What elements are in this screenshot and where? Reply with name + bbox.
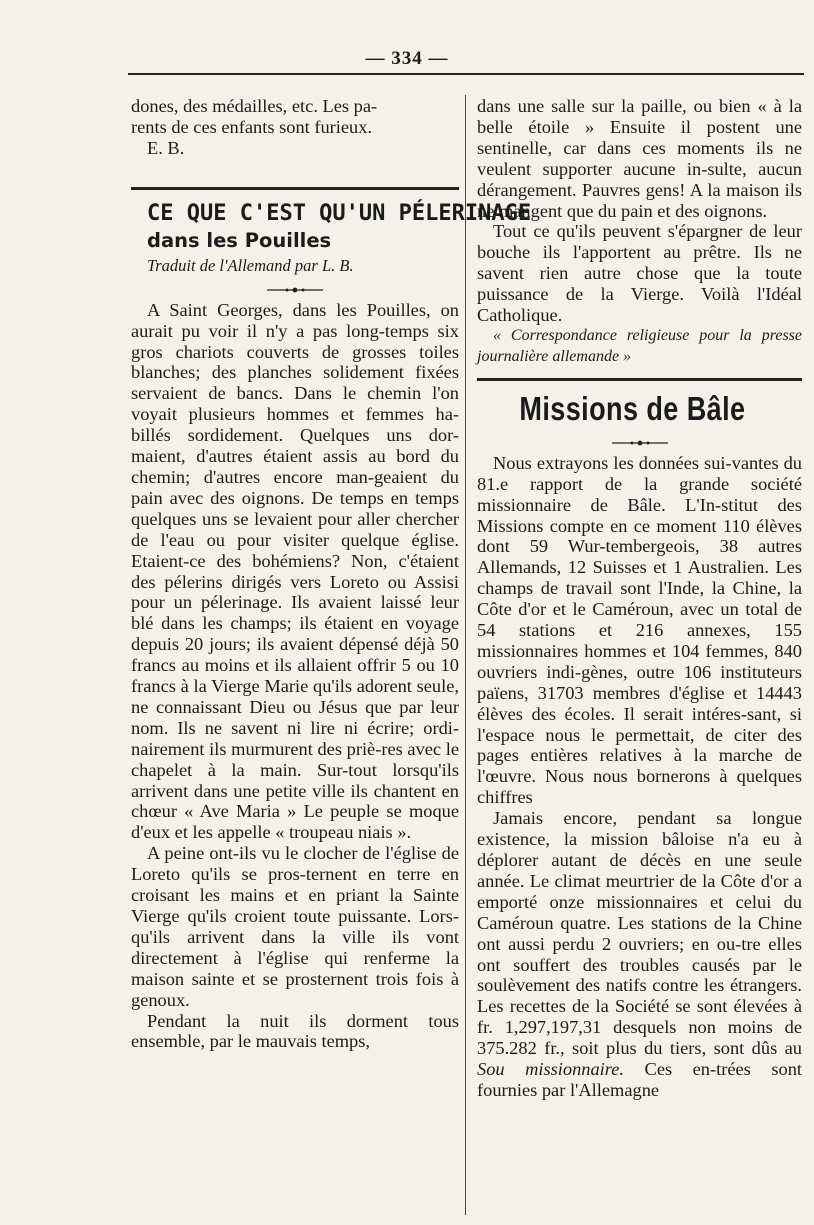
article-paragraph-4: Tout ce qu'ils peuvent s'épargner de leur bouche ils l'apportent au prêtre. Ils ne savent rien autre chose que la toute puissance de la Vierge. Voilà l'Idéal Catholique.: [477, 221, 802, 326]
article-paragraph-1: A Saint Georges, dans les Pouilles, on aurait pu voir il n'y a pas long-temps six gros chariots couverts de grosses toiles blanches; des planches solidement fixées servaient de bancs. Dans le chemin l'on voyait plusieurs hommes et femmes ha-billés sordidement. Quelques uns dor-maient, d'autres étaient assis au bord du chemin; d'autres encore man-geaient du pain avec des oignons. De temps en temps quelques uns se levaient pour aller chercher de l'eau ou pour visiter quelque église. Etaient-ce des bohémiens? Non, c'étaient des pélerins dirigés vers Loreto ou Assisi pour un pélerinage. Ils avaient laissé leur blé dans les champs; ils étaient en voyage depuis 20 jours; ils avaient dépensé déjà 50 francs au moins et ils allaient offrir 5 ou 10 francs à la Vierge Marie qu'ils adorent seule, ne connaissant Dieu ou Jésus que par leur nom. Ils ne savent ni lire ni écrire; ordi-nairement ils murmurent des priè-res avec le chapelet à la main. Sur-tout lorsqu'ils arrivent dans une petite ville ils chantent en chœur « Ave Maria » Le peuple se moque d'eux et les appelle « troupeau niais ».: [131, 299, 459, 843]
ornament-divider-2: [610, 439, 670, 447]
intro-line-1: dones, des médailles, etc. Les pa-: [131, 96, 378, 116]
article-paragraph-3: Pendant la nuit ils dorment tous ensemble, par le mauvais temps,: [131, 1010, 459, 1052]
column-divider: [465, 95, 466, 1215]
page-number: — 334 —: [365, 48, 449, 69]
missions-paragraph-1: Nous extrayons les données sui-vantes du 81.e rapport de la grande société missionnaire de Bâle. L'In-stitut des Missions compte en ce moment 110 élèves dont 59 Wur-tembergeois, 38 autres Allemands, 12 Suisses et 1 Australien. Les champs de travail sont l'Inde, la Chine, la Côte d'or et le Caméroun, avec un total de 54 stations et 216 annexes, 155 missionnaires hommes et 104 femmes, 840 ouvriers indi-gènes, outre 106 instituteurs païens, 31703 membres d'église et 14443 élèves des écoles. Il serait intéres-sant, si l'espace nous le permettait, de citer des pages entières relatives à la marche de l'œuvre. Nous nous bornerons à quelques chiffres: [477, 452, 802, 808]
missions-paragraph-2: [477, 808, 802, 1101]
intro-signature: E. B.: [147, 137, 185, 158]
ornament-divider: [265, 286, 325, 294]
article-title: CE QUE C'EST QU'UN PÉLERINAGE: [147, 200, 532, 226]
sou-missionnaire-emphasis: Sou missionnaire.: [477, 1059, 625, 1080]
right-column: [477, 96, 802, 1101]
missions-paragraph-2-text: Jamais encore, pendant sa longue existence, la mission bâloise n'a eu à déplorer autant de décès en une seule année. Le climat meurtrier de la Côte d'or a emporté onze missionnaires et celui du Caméroun quatre. Les stations de la Chine ont aussi perdu 2 ouvriers; en ou-tre elles ont souffert des troubles causés par le soulèvement des natifs contre les étrangers. Les recettes de la Société se sont élevées à fr. 1,297,197,31 desquels non moins de 375.282 fr., soit plus du tiers, sont dûs au: [477, 808, 802, 1059]
section-title: Missions de Bâle: [519, 389, 746, 427]
article-paragraph-2: A peine ont-ils vu le clocher de l'église de Loreto qu'ils se pros-ternent en terre en croisant les mains et en priant la Sainte Vierge qu'ils croient toute puissante. Lors-qu'ils arrivent dans la ville ils vont directement à l'église qui renferme la maison sainte et se prosternent trois fois à genoux.: [131, 843, 459, 1010]
missions-paragraph-2-end: Ces en-trées sont fournies par l'Allemagne: [477, 1059, 802, 1100]
article-continuation: dans une salle sur la paille, ou bien « à la belle étoile » Ensuite il postent une sentinelle, car dans ces moments ils ne veulent supporter aucune in-sulte, aucun dérangement. Pauvres gens! A la maison ils ne mangent que du pain et des oignons.: [477, 96, 802, 221]
header-rule: [128, 73, 804, 75]
article-source: « Correspondance religieuse pour la presse journalière allemande »: [477, 326, 802, 365]
intro-line-2: rents de ces enfants sont furieux.: [131, 116, 373, 137]
article-translator: Traduit de l'Allemand par L. B.: [147, 255, 354, 275]
left-column: [131, 96, 532, 1052]
article-subtitle: dans les Pouilles: [147, 228, 332, 252]
